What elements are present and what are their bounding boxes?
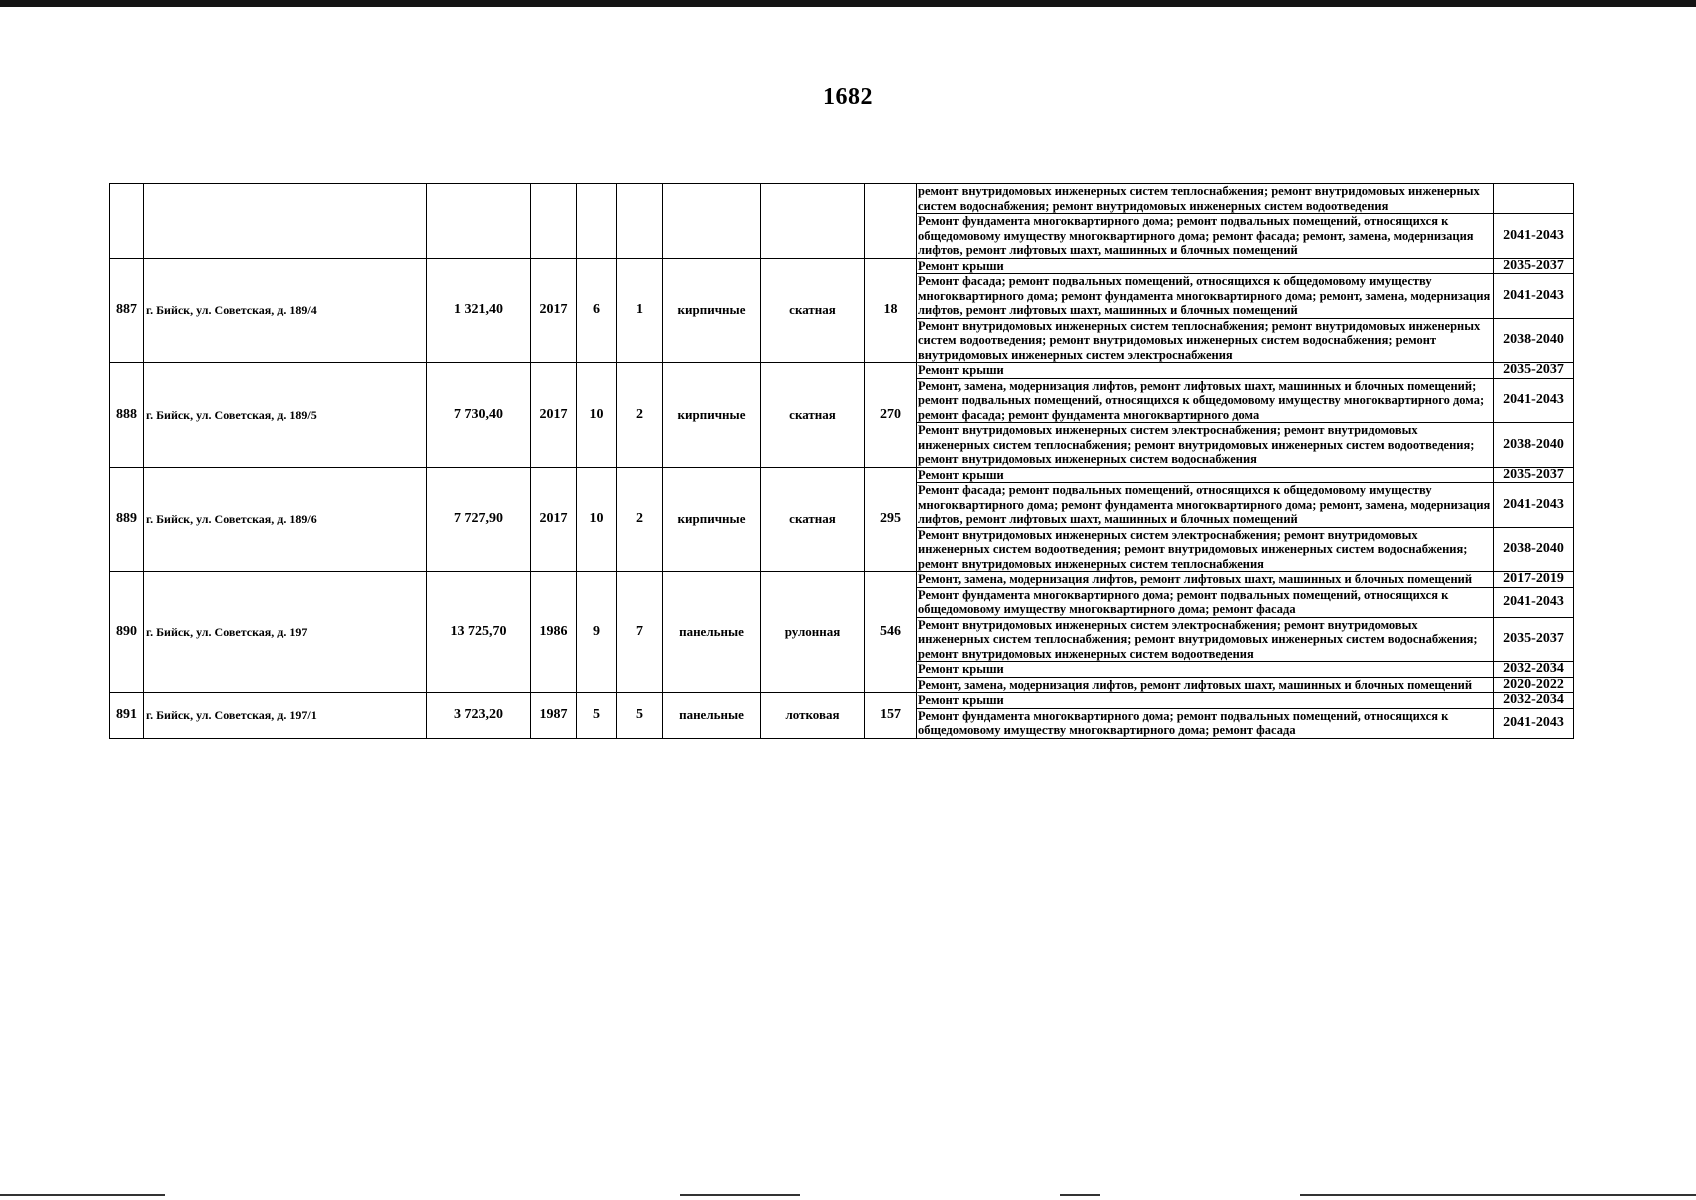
table-row — [110, 184, 1574, 214]
walls-material-cell — [663, 184, 761, 259]
repair-work-cell: Ремонт внутридомовых инженерных систем электроснабжения; ремонт внутридомовых инженерных систем теплоснабжения; ремонт внутридомовых инженерных систем водоотведения; ремонт внутридомовых инженерных систем водоснабжения — [917, 423, 1494, 468]
residents-cell — [865, 184, 917, 259]
house-number-cell: 888 — [110, 363, 144, 468]
repair-period-cell: 2038-2040 — [1494, 318, 1574, 363]
scan-top-border — [0, 0, 1696, 7]
registry-body — [110, 184, 1574, 739]
housing-registry-table — [109, 183, 1574, 739]
repair-work-cell: Ремонт внутридомовых инженерных систем теплоснабжения; ремонт внутридомовых инженерных систем водоотведения; ремонт внутридомовых инженерных систем водоснабжения; ремонт внутридомовых инженерных систем электроснабжения — [917, 318, 1494, 363]
entrances-cell: 1 — [617, 258, 663, 363]
walls-material-cell: панельные — [663, 572, 761, 693]
roof-type-cell: рулонная — [761, 572, 865, 693]
floors-cell: 5 — [577, 693, 617, 739]
year-cell — [531, 184, 577, 259]
repair-period-cell: 2020-2022 — [1494, 677, 1574, 693]
repair-period-cell: 2032-2034 — [1494, 693, 1574, 709]
table-row — [110, 363, 1574, 379]
area-cell: 1 321,40 — [427, 258, 531, 363]
entrances-cell: 2 — [617, 363, 663, 468]
year-cell: 2017 — [531, 363, 577, 468]
walls-material-cell: панельные — [663, 693, 761, 739]
repair-period-cell: 2035-2037 — [1494, 617, 1574, 662]
repair-work-cell: Ремонт фасада; ремонт подвальных помещений, относящихся к общедомовому имуществу многоквартирного дома; ремонт фундамента многоквартирного дома; ремонт, замена, модернизация лифтов, ремонт лифтовых шахт, машинных и блочных помещений — [917, 274, 1494, 319]
entrances-cell — [617, 184, 663, 259]
year-cell: 1987 — [531, 693, 577, 739]
floors-cell — [577, 184, 617, 259]
address-cell — [144, 184, 427, 259]
table-row — [110, 467, 1574, 483]
repair-period-cell: 2035-2037 — [1494, 467, 1574, 483]
repair-period-cell — [1494, 184, 1574, 214]
address-cell: г. Бийск, ул. Советская, д. 197 — [144, 572, 427, 693]
repair-period-cell: 2041-2043 — [1494, 587, 1574, 617]
scan-bottom-mark — [1060, 1194, 1100, 1196]
floors-cell: 10 — [577, 363, 617, 468]
year-cell: 2017 — [531, 258, 577, 363]
table-row — [110, 258, 1574, 274]
repair-work-cell: Ремонт крыши — [917, 363, 1494, 379]
repair-period-cell: 2032-2034 — [1494, 662, 1574, 678]
area-cell — [427, 184, 531, 259]
repair-period-cell: 2041-2043 — [1494, 214, 1574, 259]
table-row — [110, 693, 1574, 709]
roof-type-cell — [761, 184, 865, 259]
residents-cell: 157 — [865, 693, 917, 739]
scan-bottom-mark — [0, 1194, 165, 1196]
repair-work-cell: Ремонт, замена, модернизация лифтов, ремонт лифтовых шахт, машинных и блочных помещений — [917, 677, 1494, 693]
year-cell: 1986 — [531, 572, 577, 693]
address-cell: г. Бийск, ул. Советская, д. 189/5 — [144, 363, 427, 468]
address-cell: г. Бийск, ул. Советская, д. 197/1 — [144, 693, 427, 739]
area-cell: 3 723,20 — [427, 693, 531, 739]
repair-work-cell: ремонт внутридомовых инженерных систем теплоснабжения; ремонт внутридомовых инженерных систем водоснабжения; ремонт внутридомовых инженерных систем водоотведения — [917, 184, 1494, 214]
house-number-cell: 891 — [110, 693, 144, 739]
roof-type-cell: скатная — [761, 258, 865, 363]
area-cell: 7 730,40 — [427, 363, 531, 468]
repair-period-cell: 2041-2043 — [1494, 483, 1574, 528]
walls-material-cell: кирпичные — [663, 363, 761, 468]
repair-work-cell: Ремонт крыши — [917, 467, 1494, 483]
repair-work-cell: Ремонт фундамента многоквартирного дома; ремонт подвальных помещений, относящихся к общедомовому имуществу многоквартирного дома; ремонт фасада; ремонт, замена, модернизация лифтов, ремонт лифтовых шахт, машинных и блочных помещений — [917, 214, 1494, 259]
address-cell: г. Бийск, ул. Советская, д. 189/4 — [144, 258, 427, 363]
entrances-cell: 2 — [617, 467, 663, 572]
repair-work-cell: Ремонт крыши — [917, 662, 1494, 678]
roof-type-cell: лотковая — [761, 693, 865, 739]
residents-cell: 270 — [865, 363, 917, 468]
house-number-cell: 889 — [110, 467, 144, 572]
residents-cell: 295 — [865, 467, 917, 572]
repair-work-cell: Ремонт, замена, модернизация лифтов, ремонт лифтовых шахт, машинных и блочных помещений — [917, 572, 1494, 588]
repair-period-cell: 2038-2040 — [1494, 423, 1574, 468]
area-cell: 13 725,70 — [427, 572, 531, 693]
repair-period-cell: 2041-2043 — [1494, 274, 1574, 319]
repair-work-cell: Ремонт, замена, модернизация лифтов, ремонт лифтовых шахт, машинных и блочных помещений; ремонт подвальных помещений, относящихся к общедомовому имуществу многоквартирного дома; ремонт фасада; ремонт фундамента многоквартирного дома — [917, 378, 1494, 423]
repair-work-cell: Ремонт фасада; ремонт подвальных помещений, относящихся к общедомовому имуществу многоквартирного дома; ремонт фундамента многоквартирного дома; ремонт, замена, модернизация лифтов, ремонт лифтовых шахт, машинных и блочных помещений — [917, 483, 1494, 528]
repair-period-cell: 2041-2043 — [1494, 708, 1574, 738]
repair-work-cell: Ремонт крыши — [917, 258, 1494, 274]
floors-cell: 10 — [577, 467, 617, 572]
scan-bottom-mark — [680, 1194, 800, 1196]
repair-period-cell: 2017-2019 — [1494, 572, 1574, 588]
entrances-cell: 7 — [617, 572, 663, 693]
year-cell: 2017 — [531, 467, 577, 572]
scan-bottom-mark — [1300, 1194, 1696, 1196]
repair-work-cell: Ремонт фундамента многоквартирного дома; ремонт подвальных помещений, относящихся к общедомовому имуществу многоквартирного дома; ремонт фасада — [917, 587, 1494, 617]
area-cell: 7 727,90 — [427, 467, 531, 572]
table-row — [110, 572, 1574, 588]
page-number: 1682 — [823, 84, 873, 110]
walls-material-cell: кирпичные — [663, 258, 761, 363]
repair-work-cell: Ремонт внутридомовых инженерных систем электроснабжения; ремонт внутридомовых инженерных систем теплоснабжения; ремонт внутридомовых инженерных систем водоснабжения; ремонт внутридомовых инженерных систем водоотведения — [917, 617, 1494, 662]
repair-period-cell: 2035-2037 — [1494, 258, 1574, 274]
walls-material-cell: кирпичные — [663, 467, 761, 572]
roof-type-cell: скатная — [761, 363, 865, 468]
repair-period-cell: 2041-2043 — [1494, 378, 1574, 423]
repair-work-cell: Ремонт внутридомовых инженерных систем электроснабжения; ремонт внутридомовых инженерных систем водоотведения; ремонт внутридомовых инженерных систем водоснабжения; ремонт внутридомовых инженерных систем теплоснабжения — [917, 527, 1494, 572]
repair-period-cell: 2035-2037 — [1494, 363, 1574, 379]
house-number-cell: 890 — [110, 572, 144, 693]
residents-cell: 18 — [865, 258, 917, 363]
house-number-cell: 887 — [110, 258, 144, 363]
floors-cell: 9 — [577, 572, 617, 693]
entrances-cell: 5 — [617, 693, 663, 739]
address-cell: г. Бийск, ул. Советская, д. 189/6 — [144, 467, 427, 572]
floors-cell: 6 — [577, 258, 617, 363]
roof-type-cell: скатная — [761, 467, 865, 572]
repair-work-cell: Ремонт крыши — [917, 693, 1494, 709]
house-number-cell — [110, 184, 144, 259]
repair-work-cell: Ремонт фундамента многоквартирного дома; ремонт подвальных помещений, относящихся к общедомовому имуществу многоквартирного дома; ремонт фасада — [917, 708, 1494, 738]
residents-cell: 546 — [865, 572, 917, 693]
repair-period-cell: 2038-2040 — [1494, 527, 1574, 572]
